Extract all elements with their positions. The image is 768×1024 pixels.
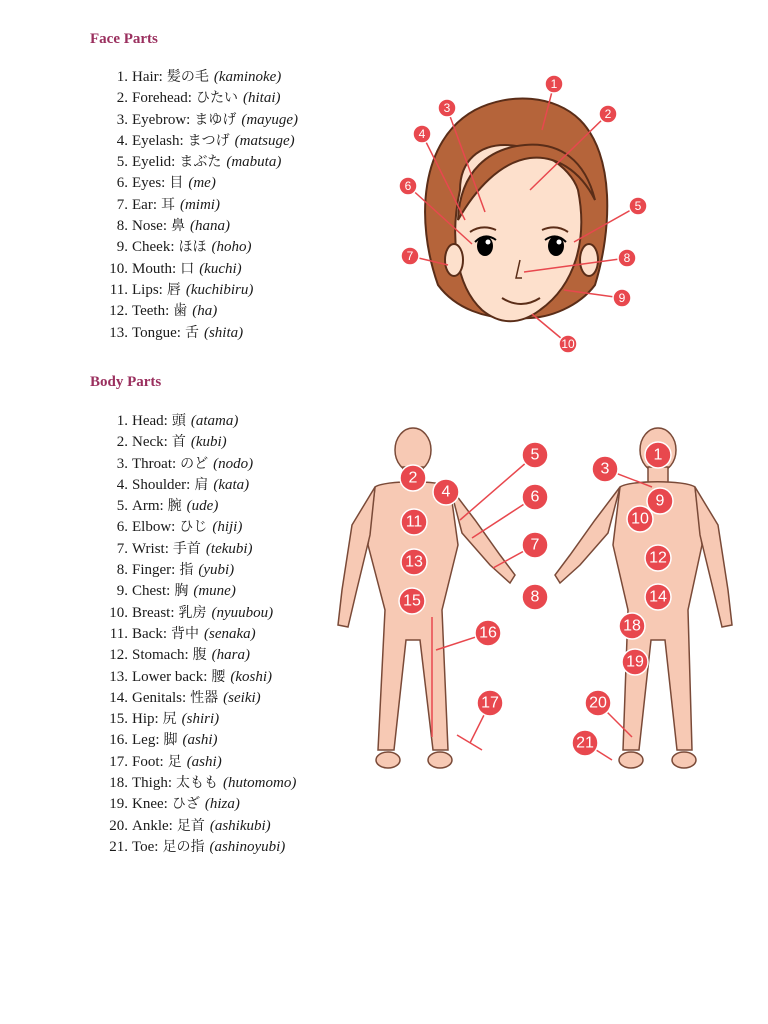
item-japanese: 髪の毛	[166, 69, 209, 85]
item-japanese: 口	[180, 260, 195, 277]
item-romaji: (ashi)	[186, 753, 222, 770]
item-number: 14.	[109, 689, 128, 706]
item-number: 8.	[116, 562, 128, 579]
item-romaji: (tekubi)	[205, 540, 253, 557]
item-romaji: (hana)	[190, 218, 230, 235]
item-number: 8.	[116, 218, 128, 235]
item-japanese: 胸	[174, 583, 189, 600]
item-english: Hair:	[132, 69, 163, 85]
item-number: 1.	[116, 69, 128, 85]
item-japanese: 指	[179, 562, 194, 579]
item-number: 13.	[109, 324, 128, 341]
label-badge-number: 4	[418, 127, 426, 141]
list-item	[100, 259, 298, 280]
face-drawing	[425, 99, 607, 322]
item-english: Foot:	[132, 753, 164, 770]
item-japanese: ほほ	[178, 239, 207, 256]
list-item	[100, 581, 296, 602]
item-number: 4.	[116, 132, 128, 149]
face-parts-title: Face Parts	[90, 31, 158, 47]
item-english: Genitals:	[132, 689, 187, 706]
item-english: Forehead:	[132, 90, 192, 107]
label-badge-number: 7	[530, 536, 540, 554]
item-english: Nose:	[132, 218, 167, 235]
item-romaji: (ha)	[192, 303, 218, 320]
item-japanese: 歯	[173, 303, 188, 320]
label-badge-number: 1	[550, 77, 558, 91]
item-number: 5.	[116, 498, 128, 515]
item-number: 3.	[116, 111, 128, 128]
item-japanese: 腰	[211, 668, 226, 685]
item-romaji: (kuchibiru)	[185, 281, 254, 298]
list-item	[100, 323, 298, 344]
item-japanese: 舌	[184, 324, 199, 341]
item-english: Lips:	[132, 281, 163, 298]
list-item	[100, 560, 296, 581]
list-item	[100, 152, 298, 173]
item-english: Cheek:	[132, 239, 175, 256]
item-english: Eyelash:	[132, 132, 184, 149]
label-badge-number: 20	[589, 694, 607, 712]
item-romaji: (hoho)	[211, 239, 252, 256]
item-number: 10.	[109, 260, 128, 277]
list-item	[100, 67, 298, 88]
list-item	[100, 816, 296, 837]
item-number: 15.	[109, 711, 128, 728]
label-badge-number: 18	[623, 617, 641, 635]
label-badge-number: 9	[618, 291, 626, 305]
item-number: 2.	[116, 434, 128, 451]
list-item	[100, 539, 296, 560]
item-romaji: (kata)	[213, 476, 250, 493]
item-romaji: (shita)	[203, 324, 244, 341]
label-badge-number: 15	[403, 592, 421, 610]
item-romaji: (me)	[188, 175, 216, 192]
item-english: Neck:	[132, 434, 168, 451]
item-japanese: まつげ	[187, 132, 230, 149]
item-romaji: (mimi)	[179, 196, 220, 213]
label-badge-number: 10	[561, 337, 575, 351]
item-english: Chest:	[132, 583, 171, 600]
label-badge-number: 14	[649, 588, 667, 606]
item-japanese: 肩	[194, 476, 209, 493]
item-romaji: (hiji)	[212, 519, 243, 536]
list-item	[100, 237, 298, 258]
list-item	[100, 280, 298, 301]
list-item	[100, 411, 296, 432]
list-item	[100, 773, 296, 794]
item-english: Ear:	[132, 196, 157, 213]
item-romaji: (seiki)	[223, 689, 261, 706]
item-romaji: (mune)	[193, 583, 236, 600]
item-english: Tongue:	[132, 324, 181, 341]
item-english: Eyelid:	[132, 154, 176, 171]
list-item	[100, 88, 298, 109]
item-japanese: 腹	[192, 647, 207, 664]
item-japanese: ひたい	[195, 90, 238, 107]
label-badge-number: 17	[481, 694, 499, 712]
item-romaji: (ashi)	[182, 732, 218, 749]
item-romaji: (ashikubi)	[209, 817, 271, 834]
item-romaji: (matsuge)	[234, 132, 295, 149]
item-english: Lower back:	[132, 668, 208, 685]
list-item	[100, 794, 296, 815]
item-number: 9.	[116, 239, 128, 256]
item-english: Teeth:	[132, 303, 170, 320]
item-english: Arm:	[132, 498, 164, 515]
item-english: Eyes:	[132, 175, 166, 192]
item-english: Breast:	[132, 604, 175, 621]
list-item	[100, 752, 296, 773]
list-item	[100, 110, 298, 131]
item-number: 11.	[109, 625, 128, 642]
face-parts-list	[100, 67, 298, 344]
item-romaji: (hiza)	[204, 796, 240, 813]
item-number: 7.	[116, 540, 128, 557]
label-badge-number: 6	[404, 179, 412, 193]
label-badge-number: 13	[405, 553, 423, 571]
list-item	[100, 301, 298, 322]
item-japanese: 太もも	[176, 775, 218, 792]
item-japanese: 尻	[162, 711, 177, 728]
label-badge-number: 10	[631, 510, 649, 528]
item-romaji: (atama)	[190, 413, 239, 429]
item-romaji: (koshi)	[230, 668, 273, 685]
label-badge-number: 12	[649, 549, 667, 567]
body-illustration	[330, 425, 745, 795]
list-item	[100, 645, 296, 666]
item-number: 12.	[109, 647, 128, 664]
item-english: Thigh:	[132, 775, 172, 792]
list-item	[100, 475, 296, 496]
label-badge-number: 6	[530, 488, 540, 506]
item-japanese: 唇	[166, 281, 181, 298]
item-japanese: 耳	[160, 196, 175, 213]
list-item	[100, 667, 296, 688]
item-number: 6.	[116, 175, 128, 192]
item-japanese: のど	[180, 455, 209, 472]
item-japanese: 頭	[171, 413, 186, 429]
item-number: 19.	[109, 796, 128, 813]
item-romaji: (hutomomo)	[223, 775, 297, 792]
item-japanese: ひざ	[171, 796, 200, 813]
item-number: 11.	[109, 281, 128, 298]
item-english: Leg:	[132, 732, 160, 749]
list-item	[100, 837, 296, 858]
item-number: 2.	[116, 90, 128, 107]
label-badge-number: 21	[576, 734, 594, 752]
item-japanese: まゆげ	[194, 111, 237, 128]
item-number: 3.	[116, 455, 128, 472]
item-english: Mouth:	[132, 260, 177, 277]
item-romaji: (ashinoyubi)	[209, 838, 286, 855]
item-english: Ankle:	[132, 817, 173, 834]
item-english: Toe:	[132, 838, 159, 855]
label-badge-number: 7	[406, 249, 414, 263]
item-romaji: (yubi)	[198, 562, 235, 579]
body-parts-title: Body Parts	[90, 374, 162, 390]
item-number: 16.	[109, 732, 128, 749]
label-badge-number: 19	[626, 653, 644, 671]
item-english: Hip:	[132, 711, 159, 728]
list-item	[100, 454, 296, 475]
item-number: 1.	[116, 413, 128, 429]
item-english: Throat:	[132, 455, 177, 472]
item-english: Finger:	[132, 562, 176, 579]
item-japanese: 脚	[163, 732, 178, 749]
label-badge-number: 3	[600, 460, 610, 478]
item-english: Knee:	[132, 796, 168, 813]
item-romaji: (kubi)	[190, 434, 227, 451]
list-item	[100, 730, 296, 751]
item-number: 6.	[116, 519, 128, 536]
item-romaji: (kaminoke)	[213, 69, 282, 85]
item-japanese: 目	[169, 175, 184, 192]
list-item	[100, 517, 296, 538]
item-number: 13.	[109, 668, 128, 685]
list-item	[100, 496, 296, 517]
item-english: Shoulder:	[132, 476, 191, 493]
item-romaji: (hara)	[211, 647, 250, 664]
item-number: 12.	[109, 303, 128, 320]
label-badge-number: 4	[441, 483, 451, 501]
item-japanese: まぶた	[179, 154, 222, 171]
face-illustration	[390, 70, 660, 360]
item-number: 9.	[116, 583, 128, 600]
list-item	[100, 688, 296, 709]
item-english: Eyebrow:	[132, 111, 191, 128]
list-item	[100, 624, 296, 645]
list-item	[100, 173, 298, 194]
item-romaji: (mayuge)	[241, 111, 298, 128]
item-romaji: (mabuta)	[226, 154, 282, 171]
item-romaji: (senaka)	[204, 625, 256, 642]
body-parts-list	[100, 411, 296, 858]
item-number: 10.	[109, 604, 128, 621]
item-number: 4.	[116, 476, 128, 493]
item-romaji: (nodo)	[213, 455, 254, 472]
item-number: 21.	[109, 838, 128, 855]
item-english: Back:	[132, 625, 167, 642]
item-romaji: (nyuubou)	[211, 604, 274, 621]
list-item	[100, 603, 296, 624]
list-item	[100, 131, 298, 152]
item-japanese: 手首	[172, 540, 201, 557]
item-japanese: 足首	[176, 817, 205, 834]
label-badge-number: 8	[623, 251, 631, 265]
label-badge-number: 2	[408, 469, 418, 487]
item-number: 20.	[109, 817, 128, 834]
item-japanese: 腕	[167, 498, 182, 515]
item-japanese: 乳房	[178, 604, 207, 621]
item-number: 18.	[109, 775, 128, 792]
item-japanese: 性器	[190, 689, 219, 706]
label-badge-number: 11	[405, 513, 423, 531]
item-romaji: (kuchi)	[199, 260, 242, 277]
item-number: 7.	[116, 196, 128, 213]
list-item	[100, 709, 296, 730]
item-english: Elbow:	[132, 519, 176, 536]
item-japanese: 足	[167, 753, 182, 770]
item-romaji: (ude)	[186, 498, 219, 515]
list-item	[100, 432, 296, 453]
label-badge-number: 9	[655, 492, 665, 510]
item-english: Stomach:	[132, 647, 189, 664]
item-japanese: 鼻	[171, 218, 185, 235]
label-badge-number: 5	[634, 199, 642, 213]
item-japanese: 首	[171, 434, 186, 451]
item-number: 17.	[109, 753, 128, 770]
label-badge-number: 16	[479, 624, 497, 642]
list-item	[100, 195, 298, 216]
item-romaji: (shiri)	[181, 711, 220, 728]
label-badge-number: 2	[604, 107, 612, 121]
label-badge-number: 1	[653, 446, 663, 464]
item-english: Wrist:	[132, 540, 169, 557]
item-japanese: ひじ	[179, 519, 208, 536]
list-item	[100, 216, 298, 237]
item-japanese: 背中	[171, 625, 199, 642]
body-front-figure	[555, 428, 732, 768]
item-english: Head:	[132, 413, 168, 429]
label-badge-number: 5	[530, 446, 540, 464]
item-number: 5.	[116, 154, 128, 171]
item-japanese: 足の指	[162, 838, 205, 855]
item-romaji: (hitai)	[242, 90, 281, 107]
label-badge-number: 3	[443, 101, 451, 115]
label-badge-number: 8	[530, 588, 540, 606]
